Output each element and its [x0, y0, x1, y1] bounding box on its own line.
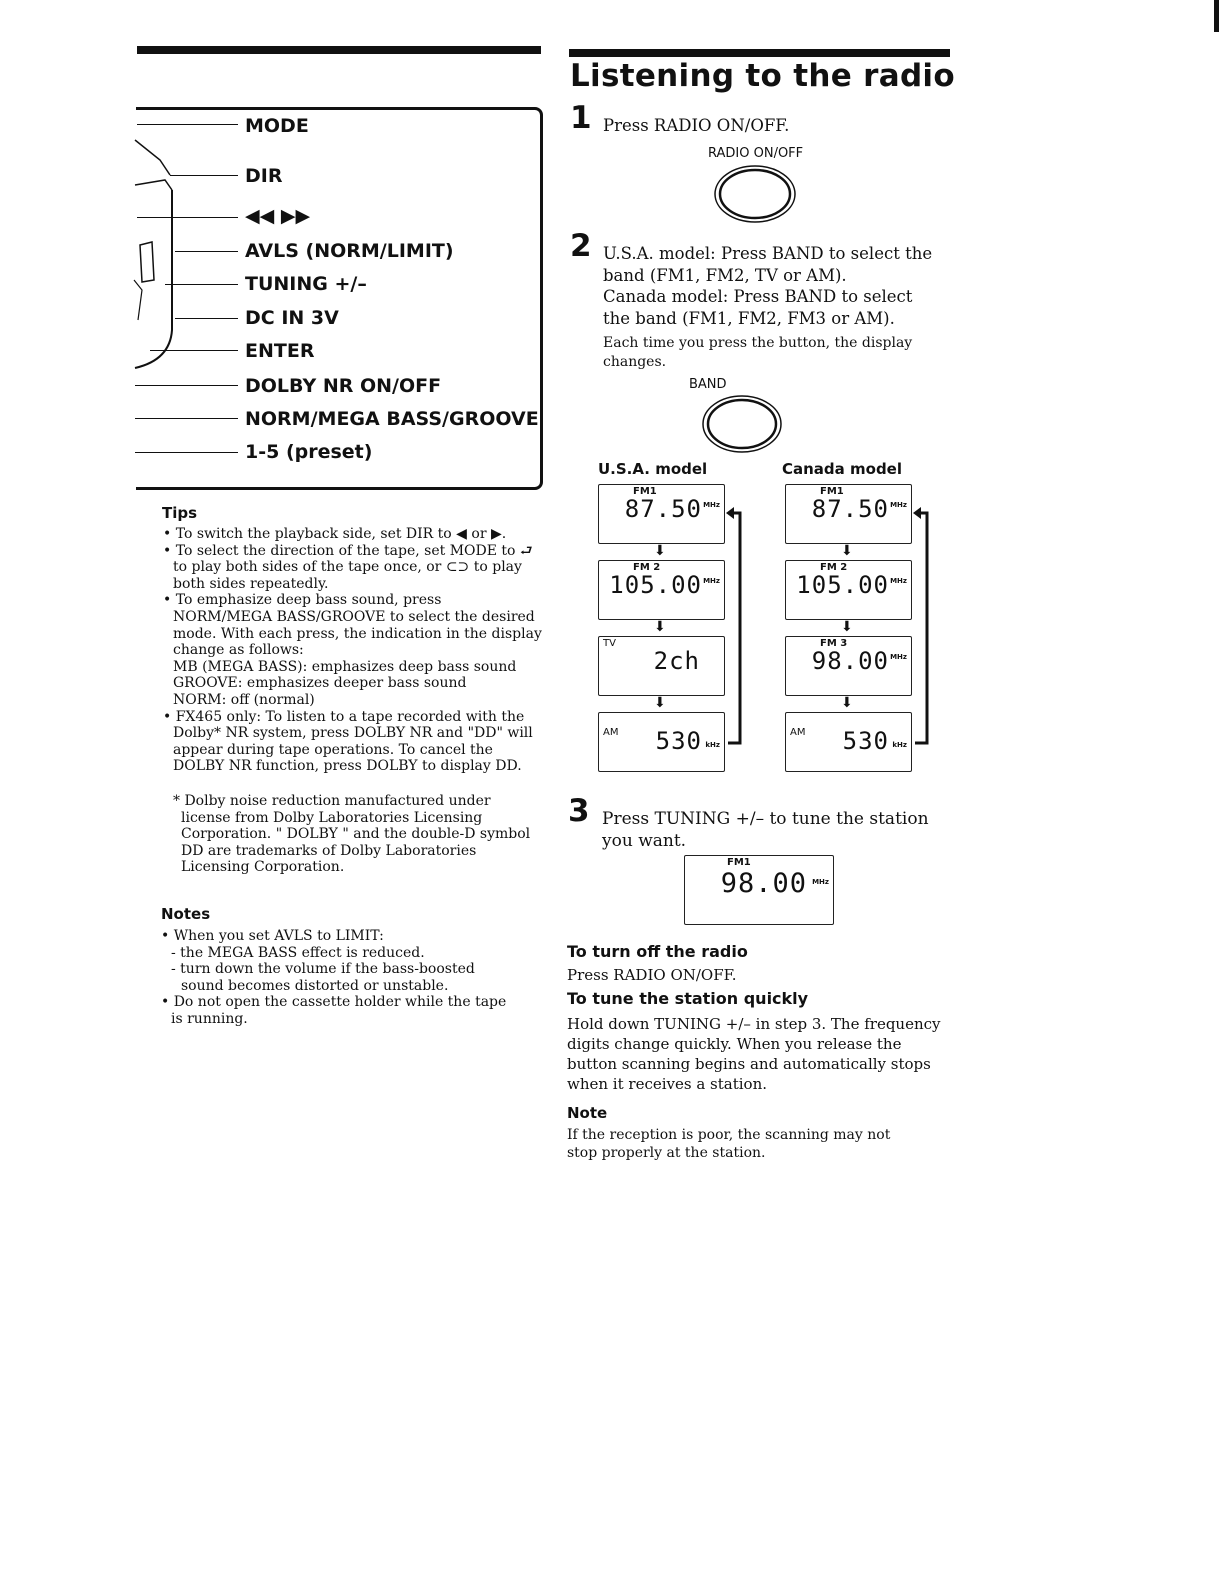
- frequency-readout: 530: [842, 727, 889, 755]
- down-arrow-icon: ⬇: [841, 619, 853, 635]
- leader-line: [135, 418, 238, 419]
- usa-model-label: U.S.A. model: [598, 460, 708, 478]
- step-2-number: 2: [570, 228, 592, 264]
- unit-indicator: kHz: [892, 741, 907, 749]
- dolby-footnote: * Dolby noise reduction manufactured under license from Dolby Laboratories Licensing Corporation. " DOLBY " and the double-D symbol DD are trademarks of Dolby Laboratories Licensing Corporation.: [173, 793, 531, 876]
- tune-quickly-heading: To tune the station quickly: [567, 989, 809, 1008]
- leader-line: [137, 217, 238, 218]
- band-indicator: AM: [603, 727, 619, 738]
- step-3-number: 3: [568, 793, 590, 829]
- band-indicator: FM 2: [633, 562, 661, 573]
- unit-indicator: MHz: [890, 653, 907, 661]
- usa-display-fm1: [598, 484, 725, 544]
- frequency-readout: 87.50: [624, 495, 702, 523]
- down-arrow-icon: ⬇: [654, 543, 666, 559]
- frequency-readout: 98.00: [720, 868, 807, 899]
- leader-line: [135, 452, 238, 453]
- leader-line: [175, 251, 238, 252]
- control-label-enter: ENTER: [245, 340, 315, 362]
- band-button-label: BAND: [689, 377, 727, 392]
- step-3-text: Press TUNING +/– to tune the station you want.: [602, 809, 929, 851]
- step-1-text: Press RADIO ON/OFF.: [603, 116, 790, 135]
- tune-quickly-text: Hold down TUNING +/– in step 3. The frequency digits change quickly. When you release the button scanning begins and automatically stops when it receives a station.: [567, 1015, 941, 1093]
- usa-cycle-arrow: [724, 505, 748, 750]
- control-label-avls: AVLS (NORM/LIMIT): [245, 240, 454, 262]
- note-text: If the reception is poor, the scanning may not stop properly at the station.: [567, 1127, 891, 1161]
- unit-indicator: MHz: [890, 577, 907, 585]
- control-label-tuning: TUNING +/–: [245, 273, 367, 295]
- band-indicator: FM 2: [820, 562, 848, 573]
- tip-item: • To select the direction of the tape, set MODE to ⮐ to play both sides of the tape once, or ⊂⊃ to play both sides repeatedly.: [163, 542, 533, 592]
- usa-display-tv: [598, 636, 725, 696]
- band-indicator: FM 3: [820, 638, 848, 649]
- unit-indicator: MHz: [703, 577, 720, 585]
- turn-off-heading: To turn off the radio: [567, 942, 748, 961]
- tip-subitem: MB (MEGA BASS): emphasizes deep bass sound: [173, 658, 517, 675]
- note-heading: Note: [567, 1104, 608, 1122]
- controls-diagram: [136, 107, 543, 490]
- notes-list: [161, 928, 516, 1028]
- frequency-readout: 105.00: [796, 571, 889, 599]
- canada-cycle-arrow: [911, 505, 935, 750]
- tip-item: • To emphasize deep bass sound, press NORM/MEGA BASS/GROOVE to select the desired mode. With each press, the indication in the display change as follows:: [163, 592, 542, 659]
- unit-indicator: kHz: [705, 741, 720, 749]
- band-indicator: FM1: [727, 857, 751, 868]
- control-label-preset: 1-5 (preset): [245, 441, 373, 463]
- control-label-dc-in: DC IN 3V: [245, 307, 339, 329]
- turn-off-text: Press RADIO ON/OFF.: [567, 966, 737, 984]
- leader-line: [150, 350, 238, 351]
- note-subitem: - turn down the volume if the bass-boosted sound becomes distorted or unstable.: [171, 961, 475, 994]
- frequency-readout: 530: [655, 727, 702, 755]
- canada-model-label: Canada model: [782, 460, 902, 478]
- right-header-rule: [569, 49, 950, 57]
- canada-display-fm2: [785, 560, 912, 620]
- page-title: Listening to the radio: [570, 58, 955, 94]
- control-label-ff-rew: ◀◀ ▶▶: [245, 205, 311, 227]
- leader-line: [165, 284, 238, 285]
- usa-display-fm2: [598, 560, 725, 620]
- note-item: • When you set AVLS to LIMIT:: [161, 928, 384, 944]
- band-indicator: FM1: [820, 486, 844, 497]
- device-outline-sketch: [130, 130, 180, 380]
- scan-edge-mark: [1214, 0, 1219, 32]
- down-arrow-icon: ⬇: [841, 695, 853, 711]
- frequency-readout: 2ch: [653, 647, 700, 675]
- leader-line: [135, 385, 238, 386]
- control-label-bass: NORM/MEGA BASS/GROOVE: [245, 408, 539, 430]
- tip-subitem: NORM: off (normal): [173, 691, 315, 708]
- band-indicator: AM: [790, 727, 806, 738]
- step-2-usa-text: U.S.A. model: Press BAND to select the band (FM1, FM2, TV or AM).: [603, 244, 933, 285]
- frequency-readout: 87.50: [811, 495, 889, 523]
- step-2-note: Each time you press the button, the display changes.: [603, 335, 913, 370]
- tip-item: • FX465 only: To listen to a tape recorded with the Dolby* NR system, press DOLBY NR and "DD" will appear during tape operations. To cancel the DOLBY NR function, press DOLBY to display DD.: [163, 708, 533, 775]
- tips-list: [163, 526, 543, 775]
- radio-on-off-button-icon: [710, 163, 800, 225]
- canada-display-fm3: [785, 636, 912, 696]
- down-arrow-icon: ⬇: [654, 619, 666, 635]
- canada-display-am: [785, 712, 912, 772]
- step-3-display: [684, 855, 834, 925]
- band-indicator: TV: [603, 638, 616, 649]
- control-label-dolby: DOLBY NR ON/OFF: [245, 375, 442, 397]
- unit-indicator: MHz: [890, 501, 907, 509]
- frequency-readout: 98.00: [811, 647, 889, 675]
- unit-indicator: MHz: [703, 501, 720, 509]
- usa-display-am: [598, 712, 725, 772]
- leader-line: [170, 175, 238, 176]
- step-2-canada-text: Canada model: Press BAND to select the band (FM1, FM2, FM3 or AM).: [603, 287, 913, 328]
- step-1-number: 1: [570, 100, 592, 136]
- notes-heading: Notes: [161, 905, 211, 923]
- tip-item: • To switch the playback side, set DIR to ◀ or ▶.: [163, 526, 507, 542]
- band-indicator: FM1: [633, 486, 657, 497]
- note-item: • Do not open the cassette holder while the tape is running.: [161, 994, 507, 1027]
- band-button-icon: [700, 393, 784, 455]
- left-header-rule: [137, 46, 541, 54]
- unit-indicator: MHz: [812, 878, 829, 886]
- control-label-dir: DIR: [245, 165, 283, 187]
- down-arrow-icon: ⬇: [654, 695, 666, 711]
- radio-on-off-label: RADIO ON/OFF: [708, 146, 804, 161]
- tips-heading: Tips: [162, 504, 198, 522]
- leader-line: [175, 318, 238, 319]
- canada-display-fm1: [785, 484, 912, 544]
- note-subitem: - the MEGA BASS effect is reduced.: [171, 944, 425, 961]
- frequency-readout: 105.00: [609, 571, 702, 599]
- control-label-mode: MODE: [245, 115, 309, 137]
- down-arrow-icon: ⬇: [841, 543, 853, 559]
- step-2-text: [603, 243, 943, 329]
- tip-subitem: GROOVE: emphasizes deeper bass sound: [173, 675, 467, 692]
- leader-line: [137, 124, 238, 125]
